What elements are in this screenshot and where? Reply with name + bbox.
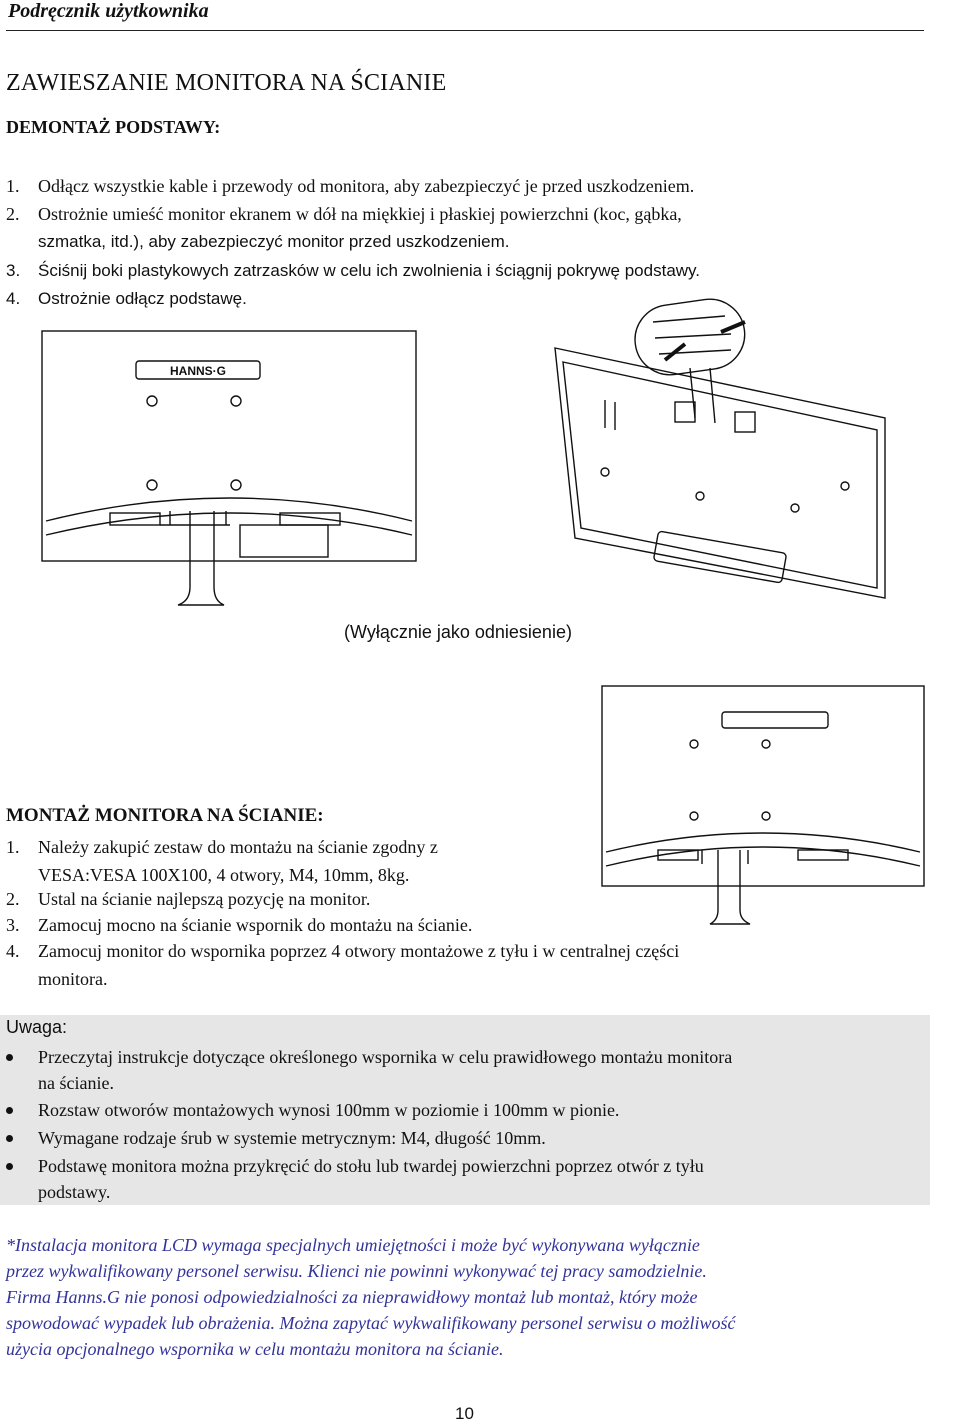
step-text: Ostrożnie umieść monitor ekranem w dół na miękkiej i płaskiej powierzchni (koc, gąbka, [38, 204, 682, 224]
note-title: Uwaga: [6, 1017, 68, 1037]
step-text-continued: VESA:VESA 100X100, 4 otwory, M4, 10mm, 8kg. [38, 865, 410, 885]
figure-caption: (Wyłącznie jako odniesienie) [344, 622, 572, 642]
step-number: 1. [6, 176, 20, 196]
header-title: Podręcznik użytkownika [8, 0, 209, 22]
note-text-continued: podstawy. [38, 1182, 111, 1202]
step-number: 2. [6, 204, 20, 224]
note-text: Wymagane rodzaje śrub w systemie metrycznym: M4, długość 10mm. [38, 1128, 546, 1148]
warning-line: przez wykwalifikowany personel serwisu. Klienci nie powinni wykonywać tej pracy samodzielnie. [6, 1261, 707, 1281]
step-number: 3. [6, 261, 21, 280]
section-title: ZAWIESZANIE MONITORA NA ŚCIANIE [6, 70, 447, 96]
note-text: Rozstaw otworów montażowych wynosi 100mm w poziomie i 100mm w pionie. [38, 1100, 620, 1120]
note-text-continued: na ścianie. [38, 1073, 114, 1093]
step-text-continued: szmatka, itd.), aby zabezpieczyć monitor przed uszkodzeniem. [38, 232, 510, 251]
warning-line: użycia opcjonalnego wspornika w celu montażu monitora na ścianie. [6, 1339, 504, 1359]
step-text: Należy zakupić zestaw do montażu na ścianie zgodny z [38, 837, 438, 857]
page-number: 10 [455, 1404, 474, 1423]
bullet-icon [6, 1163, 13, 1170]
header-divider [6, 30, 924, 31]
monitor-back-with-stand-illustration [40, 325, 420, 615]
mounting-title: MONTAŻ MONITORA NA ŚCIANIE: [6, 805, 324, 826]
bullet-icon [6, 1135, 13, 1142]
base-removal-illustration [545, 298, 905, 608]
wall-mount-monitor-illustration [598, 680, 928, 930]
step-number: 4. [6, 941, 20, 961]
warning-paragraph [6, 1232, 926, 1362]
step-number: 1. [6, 837, 20, 857]
step-number: 3. [6, 915, 20, 935]
bullet-icon [6, 1054, 13, 1061]
warning-line: Firma Hanns.G nie ponosi odpowiedzialności za nieprawidłowy montaż lub montaż, który może [6, 1287, 698, 1307]
step-number: 4. [6, 289, 21, 308]
step-text: Ustal na ścianie najlepszą pozycję na monitor. [38, 889, 371, 909]
logo-text: HANNS·G [170, 364, 226, 378]
bullet-icon [6, 1107, 13, 1114]
step-text: Zamocuj mocno na ścianie wspornik do montażu na ścianie. [38, 915, 473, 935]
step-text: Zamocuj monitor do wspornika poprzez 4 otwory montażowe z tyłu i w centralnej części [38, 941, 680, 961]
warning-line: spowodować wypadek lub obrażenia. Można zapytać wykwalifikowany personel serwisu o możliwość [6, 1313, 736, 1333]
warning-line: *Instalacja monitora LCD wymaga specjalnych umiejętności i może być wykonywana wyłącznie [6, 1235, 700, 1255]
step-text-continued: monitora. [38, 969, 108, 989]
step-text: Odłącz wszystkie kable i przewody od monitora, aby zabezpieczyć je przed uszkodzeniem. [38, 176, 695, 196]
step-text: Ostrożnie odłącz podstawę. [38, 289, 247, 308]
note-text: Podstawę monitora można przykręcić do stołu lub twardej powierzchni poprzez otwór z tyłu [38, 1156, 704, 1176]
subsection-title: DEMONTAŻ PODSTAWY: [6, 117, 221, 137]
step-number: 2. [6, 889, 20, 909]
note-text: Przeczytaj instrukcje dotyczące określonego wspornika w celu prawidłowego montażu monitora [38, 1047, 733, 1067]
step-text: Ściśnij boki plastykowych zatrzasków w celu ich zwolnienia i ściągnij pokrywę podstawy. [38, 261, 701, 280]
